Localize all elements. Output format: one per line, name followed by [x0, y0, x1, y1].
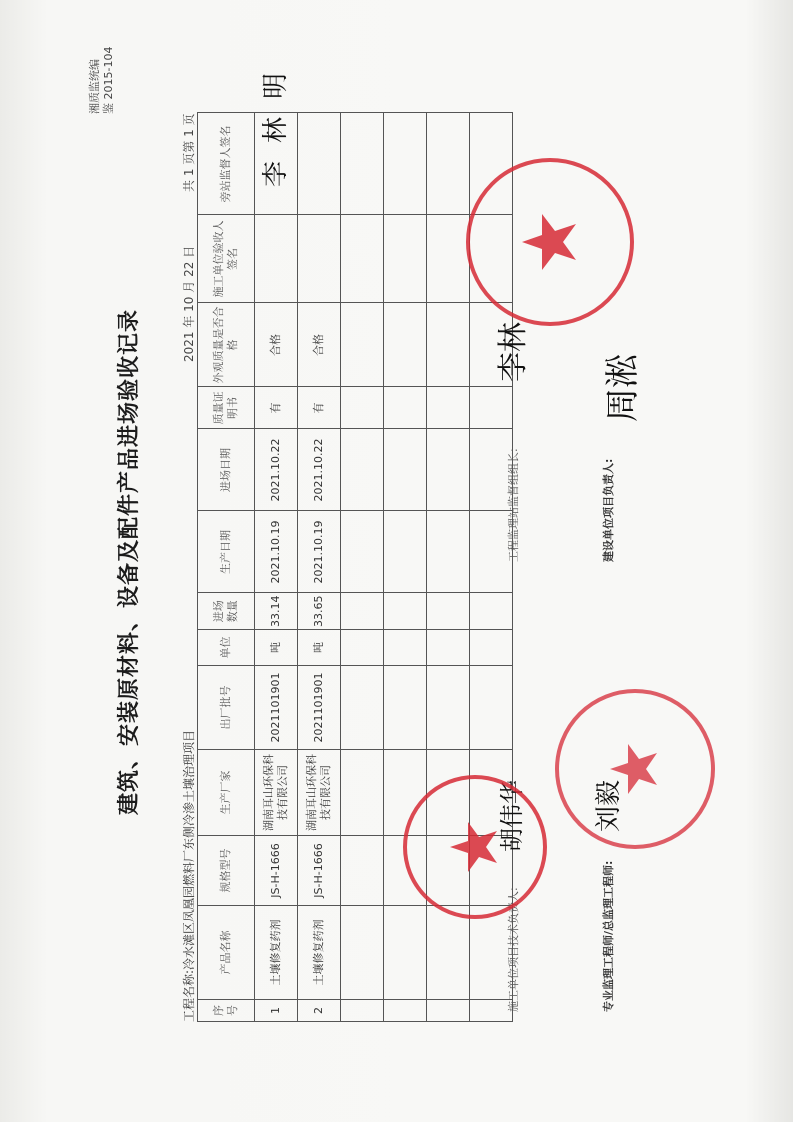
table-cell: 有: [298, 387, 341, 429]
empty-cell: [427, 593, 470, 630]
table-cell: 2: [298, 1000, 341, 1022]
empty-cell: [341, 666, 384, 750]
empty-cell: [341, 387, 384, 429]
empty-cell: [384, 303, 427, 387]
header-cell: 旁站监督人签名: [198, 113, 255, 215]
empty-cell: [427, 666, 470, 750]
supervision-signature: 刘毅: [594, 779, 624, 832]
empty-cell: [384, 630, 427, 666]
table-cell: [255, 215, 298, 303]
page-count: 共 1 页第 1 页: [182, 113, 196, 192]
empty-cell: [427, 511, 470, 593]
table-cell: 33.65: [298, 593, 341, 630]
table-cell: 2021.10.19: [255, 511, 298, 593]
table-cell: 1: [255, 1000, 298, 1022]
empty-cell: [341, 906, 384, 1000]
table-cell: JS-H-1666: [255, 836, 298, 906]
supervision-label: 专业监理工程师/总监理工程师:: [602, 860, 615, 1012]
project-name: 工程名称:冷水滩区凤凰园燃料厂东侧冷渗土壤治理项目: [182, 729, 196, 1022]
header-cell: 生产厂家: [198, 750, 255, 836]
table-cell: 合格: [298, 303, 341, 387]
header-cell: 单位: [198, 630, 255, 666]
empty-cell: [341, 511, 384, 593]
header-cell: 序号: [198, 1000, 255, 1022]
site-manager-signature: 李林: [496, 322, 531, 382]
table-cell: 湖南耳山环保科技有限公司: [255, 750, 298, 836]
table-cell: [298, 215, 341, 303]
table-cell: 湖南耳山环保科技有限公司: [298, 750, 341, 836]
header-cell: 规格型号: [198, 836, 255, 906]
construction-tech-label: 施工单位项目技术负责人:: [507, 887, 520, 1012]
empty-cell: [427, 1000, 470, 1022]
table-cell: 有: [255, 387, 298, 429]
empty-cell: [341, 750, 384, 836]
table-row: [255, 113, 298, 1022]
empty-cell: [384, 593, 427, 630]
table-cell: 吨: [255, 630, 298, 666]
table-header-row: [198, 113, 255, 1022]
empty-cell: [427, 429, 470, 511]
table-cell: 土壤修复药剂: [255, 906, 298, 1000]
blank-row: [341, 113, 384, 1022]
empty-cell: [470, 630, 513, 666]
empty-cell: [384, 666, 427, 750]
form-title: 建筑、安装原材料、设备及配件产品进场验收记录: [117, 309, 142, 816]
form-code-line2: 鉴 2015-104: [102, 46, 115, 114]
empty-cell: [470, 593, 513, 630]
table-cell: JS-H-1666: [298, 836, 341, 906]
table-cell: 2021.10.22: [255, 429, 298, 511]
empty-cell: [341, 429, 384, 511]
table-cell: 33.14: [255, 593, 298, 630]
empty-cell: [341, 1000, 384, 1022]
header-cell: 生产日期: [198, 511, 255, 593]
construction-signature: 胡伟华: [498, 780, 526, 852]
header-cell: 出厂批号: [198, 666, 255, 750]
table-cell: 合格: [255, 303, 298, 387]
header-cell: 施工单位验收人签名: [198, 215, 255, 303]
empty-cell: [341, 303, 384, 387]
owner-label: 建设单位项目负责人:: [602, 458, 615, 562]
table-cell: 2021.10.22: [298, 429, 341, 511]
table-cell: 2021.10.19: [298, 511, 341, 593]
empty-cell: [427, 630, 470, 666]
witness-signature: 李林明: [261, 54, 291, 187]
empty-cell: [384, 215, 427, 303]
record-date: 2021 年 10 月 22 日: [182, 245, 196, 362]
company-stamp-1: [400, 772, 550, 922]
empty-cell: [384, 387, 427, 429]
table-cell: [298, 113, 341, 215]
form-code: [88, 47, 116, 114]
empty-cell: [384, 511, 427, 593]
site-manager-label: 工程监理站监督组组长:: [507, 448, 520, 562]
header-cell: 进场数量: [198, 593, 255, 630]
empty-cell: [341, 630, 384, 666]
empty-cell: [341, 836, 384, 906]
table-row: [298, 113, 341, 1022]
table-cell: 2021101901: [255, 666, 298, 750]
government-stamp: [460, 152, 640, 332]
header-cell: 进场日期: [198, 429, 255, 511]
empty-cell: [384, 1000, 427, 1022]
header-cell: 外观质量是否合格: [198, 303, 255, 387]
table-cell: 2021101901: [298, 666, 341, 750]
empty-cell: [384, 429, 427, 511]
header-cell: 产品名称: [198, 906, 255, 1000]
form-code-line1: 湘质监统编: [88, 59, 101, 114]
table-cell: 土壤修复药剂: [298, 906, 341, 1000]
header-cell: 质量证明书: [198, 387, 255, 429]
empty-cell: [427, 387, 470, 429]
table-cell: 吨: [298, 630, 341, 666]
company-stamp-2: [550, 674, 720, 864]
empty-cell: [384, 113, 427, 215]
owner-signature: 周淞: [603, 354, 643, 422]
empty-cell: [341, 215, 384, 303]
empty-cell: [341, 593, 384, 630]
empty-cell: [341, 113, 384, 215]
empty-cell: [470, 387, 513, 429]
empty-cell: [470, 666, 513, 750]
